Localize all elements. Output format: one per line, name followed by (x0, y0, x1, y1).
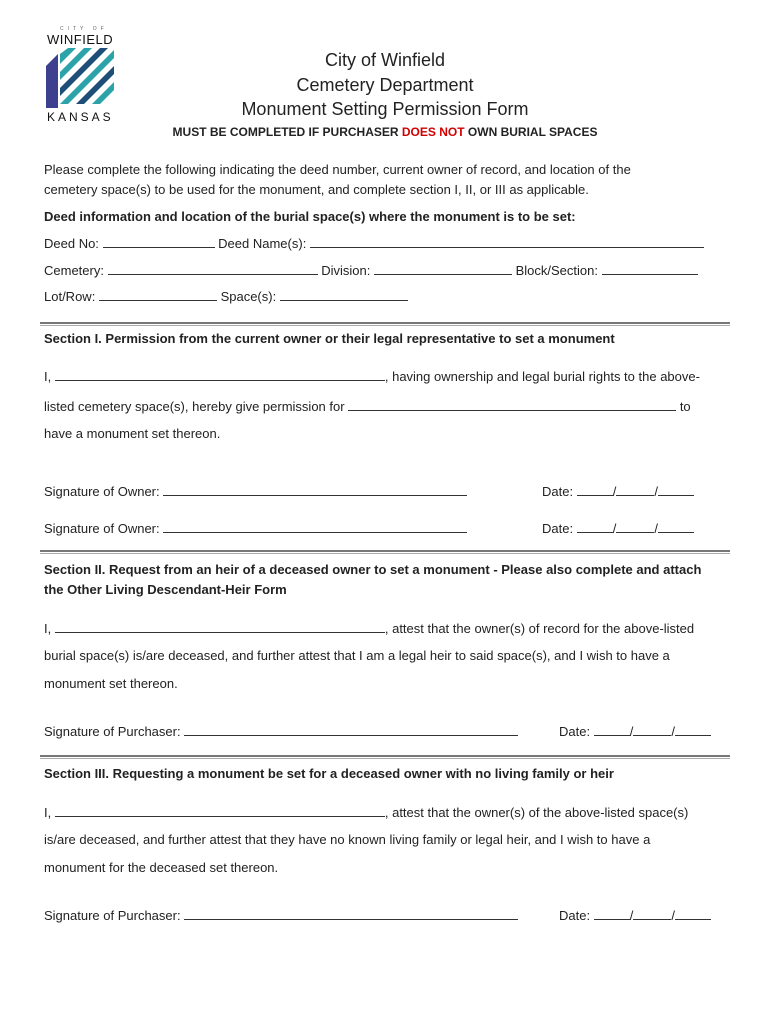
intro-line-2: cemetery space(s) to be used for the monument, and complete section I, II, or III as applicable. (44, 182, 589, 197)
cemetery-field[interactable] (108, 262, 318, 275)
deed-no-label: Deed No: (44, 236, 99, 251)
s3-date-day[interactable] (633, 907, 671, 920)
s2-name-field[interactable] (55, 620, 385, 633)
lot-label: Lot/Row: (44, 289, 96, 304)
s1-date1-month[interactable] (577, 483, 613, 496)
s2-date-month[interactable] (594, 723, 630, 736)
s1-permittee-field[interactable] (348, 398, 676, 411)
purchaser-notice (0, 125, 770, 139)
s3-after-name: , attest that the owner(s) of the above-listed space(s) (384, 805, 689, 820)
s1-signature-row-2 (44, 520, 467, 536)
title-line-1: City of Winfield (324, 50, 446, 70)
division-field[interactable] (374, 262, 512, 275)
s1-date1-label: Date: (542, 484, 574, 499)
section2-line-2: burial space(s) is/are deceased, and further attest that I am a legal heir to said space(s), and I wish to have a (44, 648, 670, 663)
s2-after-name: , attest that the owner(s) of record for the above-listed (384, 621, 695, 636)
s1-date1-year[interactable] (658, 483, 694, 496)
s1-date2-day[interactable] (616, 520, 654, 533)
s1-sig1-field[interactable] (163, 483, 467, 496)
section2-heading-2: the Other Living Descendant-Heir Form (44, 582, 287, 597)
section2-line-1 (44, 620, 694, 636)
logo-state-name: KANSAS (47, 110, 114, 124)
deed-row-3 (44, 288, 408, 304)
s2-date-label: Date: (559, 724, 591, 739)
s2-date-row: Date: / / (559, 723, 711, 739)
section3-line-2: is/are deceased, and further attest that they have no known living family or legal heir, and I wish to have a (44, 832, 651, 847)
title-line-3: Monument Setting Permission Form (241, 99, 529, 119)
s2-signature-row (44, 723, 518, 739)
title-line-2: Cemetery Department (296, 75, 474, 95)
deed-no-field[interactable] (103, 235, 215, 248)
s1-date2-month[interactable] (577, 520, 613, 533)
deed-row-2 (44, 262, 698, 278)
intro-line-1: Please complete the following indicating the deed number, current owner of record, and location of the (44, 162, 631, 177)
s2-date-day[interactable] (633, 723, 671, 736)
deed-heading: Deed information and location of the burial space(s) where the monument is to be set: (44, 209, 576, 224)
division-label: Division: (321, 263, 371, 278)
section2-line-3: monument set thereon. (44, 676, 178, 691)
block-field[interactable] (602, 262, 698, 275)
section3-heading: Section III. Requesting a monument be set for a deceased owner with no living family or heir (44, 766, 614, 781)
s1-date1-day[interactable] (616, 483, 654, 496)
spaces-field[interactable] (280, 288, 408, 301)
s1-sig2-label: Signature of Owner: (44, 521, 160, 536)
logo-top-text: CITY OF (60, 26, 108, 32)
lot-field[interactable] (99, 288, 217, 301)
section3-line-1 (44, 804, 688, 820)
section1-line-1 (44, 368, 700, 384)
s3-signature-row (44, 907, 518, 923)
deed-names-label: Deed Name(s): (218, 236, 307, 251)
section1-line-3: have a monument set thereon. (44, 426, 221, 441)
s1-name-field[interactable] (55, 368, 385, 381)
s1-line2-text: listed cemetery space(s), hereby give permission for (44, 399, 345, 414)
section2-heading-1: Section II. Request from an heir of a deceased owner to set a monument - Please also complete and attach (44, 562, 702, 577)
s3-i-label: I, (44, 805, 52, 820)
block-label: Block/Section: (515, 263, 598, 278)
s1-date-row-1: Date: / / (542, 483, 694, 499)
section1-heading: Section I. Permission from the current owner or their legal representative to set a monument (44, 331, 615, 346)
cemetery-label: Cemetery: (44, 263, 104, 278)
notice-post: OWN BURIAL SPACES (467, 125, 598, 139)
section3-line-3: monument for the deceased set thereon. (44, 860, 279, 875)
deed-row-1 (44, 235, 704, 251)
s3-name-field[interactable] (55, 804, 385, 817)
s2-sig-field[interactable] (184, 723, 518, 736)
s2-i-label: I, (44, 621, 52, 636)
s1-date-row-2: Date: / / (542, 520, 694, 536)
s3-date-row: Date: / / (559, 907, 711, 923)
s3-sig-field[interactable] (184, 907, 518, 920)
s1-signature-row-1 (44, 483, 467, 499)
s1-sig1-label: Signature of Owner: (44, 484, 160, 499)
s3-date-month[interactable] (594, 907, 630, 920)
divider-3 (40, 755, 730, 759)
section1-line-2 (44, 398, 691, 414)
s1-i-label: I, (44, 369, 52, 384)
spaces-label: Space(s): (220, 289, 277, 304)
s2-date-year[interactable] (675, 723, 711, 736)
divider-2 (40, 550, 730, 554)
s1-date2-year[interactable] (658, 520, 694, 533)
deed-names-field[interactable] (310, 235, 704, 248)
notice-red: DOES NOT (401, 125, 465, 139)
s3-date-label: Date: (559, 908, 591, 923)
s3-date-year[interactable] (675, 907, 711, 920)
notice-pre: MUST BE COMPLETED IF PURCHASER (172, 125, 399, 139)
s1-after-name: , having ownership and legal burial rights to the above- (384, 369, 700, 384)
divider-1 (40, 322, 730, 326)
s2-sig-label: Signature of Purchaser: (44, 724, 181, 739)
s1-date2-label: Date: (542, 521, 574, 536)
s1-sig2-field[interactable] (163, 520, 467, 533)
s1-to: to (679, 399, 691, 414)
s3-sig-label: Signature of Purchaser: (44, 908, 181, 923)
logo-city-name: WINFIELD (47, 32, 114, 47)
